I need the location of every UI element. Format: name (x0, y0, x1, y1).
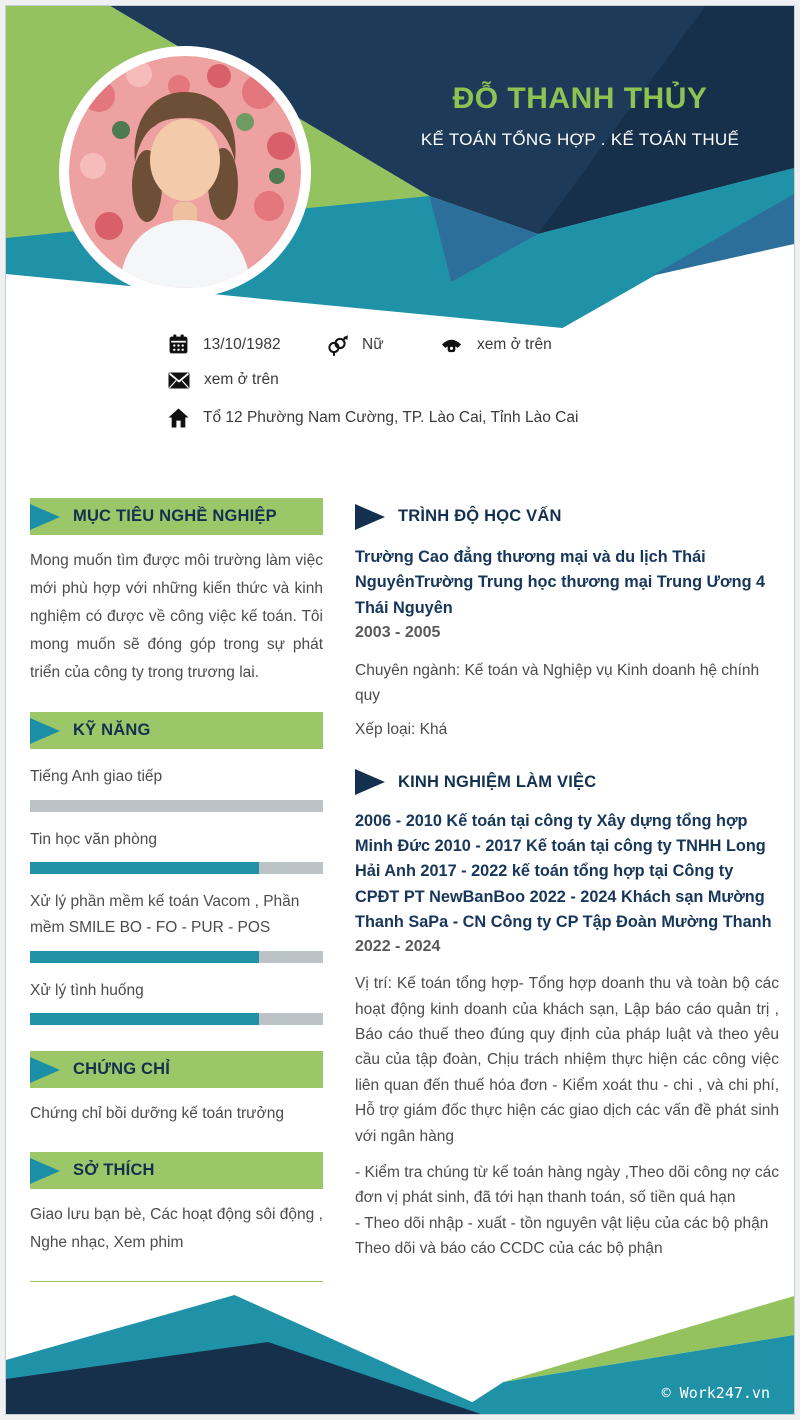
hobbies-text: Giao lưu bạn bè, Các hoạt động sôi động , Nghe nhạc, Xem phim (30, 1206, 323, 1251)
section-bar-objective (30, 498, 323, 535)
skill-bar-fill (30, 862, 259, 874)
certificates-text: Chứng chỉ bồi dưỡng kế toán trưởng (30, 1105, 284, 1123)
left-column (30, 498, 323, 1414)
skill-bar-fill (30, 1013, 259, 1025)
section-title: KINH NGHIỆM LÀM VIỆC (398, 772, 597, 791)
skill-item (30, 827, 323, 874)
email-icon (168, 372, 190, 389)
calendar-icon (168, 334, 189, 355)
arrow-icon (30, 1158, 60, 1184)
arrow-icon (30, 1057, 60, 1083)
skill-label: Tin học văn phòng (30, 830, 157, 848)
education-grade: Xếp loại: Khá (355, 720, 448, 738)
section-title: CHỨNG CHỈ (73, 1060, 171, 1079)
skill-item (30, 889, 323, 963)
watermark: © Work247.vn (661, 1384, 770, 1402)
arrow-icon (30, 718, 60, 744)
skill-bar-fill (30, 951, 259, 963)
right-column (355, 498, 779, 1262)
birthday-value: 13/10/1982 (203, 335, 281, 353)
email-row (168, 371, 279, 389)
skill-bar-track (30, 800, 323, 812)
arrow-icon (30, 504, 60, 530)
experience-period: 2022 - 2024 (355, 938, 441, 956)
skill-label: Xử lý tình huống (30, 981, 144, 999)
arrow-icon (355, 504, 385, 530)
gender-row (326, 334, 384, 356)
experience-heading: 2006 - 2010 Kế toán tại công ty Xây dựng tổng hợp Minh Đức 2010 - 2017 Kế toán tại công ty TNHH Long Hải Anh 2017 - 2022 kế toán tổng hợp tại Công ty CPĐT PT NewBanBoo 2022 - 2024 Khách sạn Mường Thanh SaPa - CN Công ty CP Tập Đoàn Mường Thanh (355, 811, 772, 931)
section-bar-certificates (30, 1051, 323, 1088)
address-value: Tổ 12 Phường Nam Cường, TP. Lào Cai, Tỉnh Lào Cai (203, 409, 579, 426)
address-row (168, 408, 578, 428)
skill-bar-track (30, 951, 323, 963)
education-period: 2003 - 2005 (355, 623, 441, 641)
experience-paragraph: - Theo dõi nhập - xuất - tồn nguyên vật liệu của các bộ phận (355, 1214, 769, 1232)
person-name: ĐỖ THANH THỦY (452, 82, 708, 115)
arrow-icon (355, 769, 385, 795)
avatar-photo (69, 56, 301, 288)
section-title: SỞ THÍCH (73, 1161, 155, 1180)
section-bar-hobbies (30, 1152, 323, 1189)
avatar (59, 46, 311, 298)
header-text (406, 82, 754, 150)
skill-bar-track (30, 1013, 323, 1025)
phone-value: xem ở trên (477, 335, 552, 353)
gender-icon (326, 334, 348, 356)
section-title: TRÌNH ĐỘ HỌC VẤN (398, 507, 562, 525)
section-title: KỸ NĂNG (73, 721, 151, 740)
email-value: xem ở trên (204, 371, 279, 388)
skill-label: Tiếng Anh giao tiếp (30, 768, 163, 786)
skill-item (30, 764, 323, 811)
footer (6, 1282, 794, 1414)
gender-value: Nữ (362, 336, 384, 353)
objective-text: Mong muốn tìm được môi trường làm việc mới phù hợp với những kiến thức và kinh nghiệm có được về công việc kế toán. Tôi mong muốn sẽ đóng góp trong sự phát triển của công ty trong trương lai. (30, 552, 323, 681)
experience-paragraph: - Kiểm tra chúng từ kế toán hàng ngày ,Theo dõi công nợ các đơn vị phát sinh, đã tới hạn thanh toán, số tiền quá hạn (355, 1164, 779, 1207)
cv-document (5, 5, 795, 1415)
job-title: KẾ TOÁN TỔNG HỢP . KẾ TOÁN THUẾ (420, 130, 740, 149)
phone-row (440, 334, 552, 355)
home-icon (168, 408, 189, 428)
education-school: Trường Cao đẳng thương mại và du lịch Thái NguyênTrường Trung học thương mại Trung Ương 4 Thái Nguyên (355, 548, 766, 617)
education-major: Chuyên ngành: Kế toán và Nghiệp vụ Kinh doanh hệ chính quy (355, 661, 760, 705)
skill-label: Xử lý phần mềm kế toán Vacom , Phần mềm SMILE BO - FO - PUR - POS (30, 893, 300, 937)
birthday-row (168, 334, 281, 355)
skill-bar-track (30, 862, 323, 874)
section-title: MỤC TIÊU NGHỀ NGHIỆP (73, 507, 277, 525)
experience-paragraph: Theo dõi và báo cáo CCDC của các bộ phận (355, 1240, 663, 1258)
phone-icon (440, 334, 463, 355)
section-head-education (355, 498, 779, 535)
skill-item (30, 978, 323, 1025)
section-bar-skills (30, 712, 323, 749)
section-head-experience (355, 764, 779, 801)
experience-paragraph: Vị trí: Kế toán tổng hợp- Tổng hợp doanh thu và toàn bộ các hoạt động kinh doanh của khách sạn, Lập báo cáo quản trị , Báo cáo thuế theo đúng quy định của pháp luật và theo yêu cầu của tập đoàn, Chịu trách nhiệm thực hiện các công việc liên quan đến thuế hóa đơn - Kiểm xoát thu - chi , và chi phí, Hỗ trợ giám đốc thực hiện các giao dịch các vấn đề phát sinh với ngân hàng (355, 975, 779, 1145)
